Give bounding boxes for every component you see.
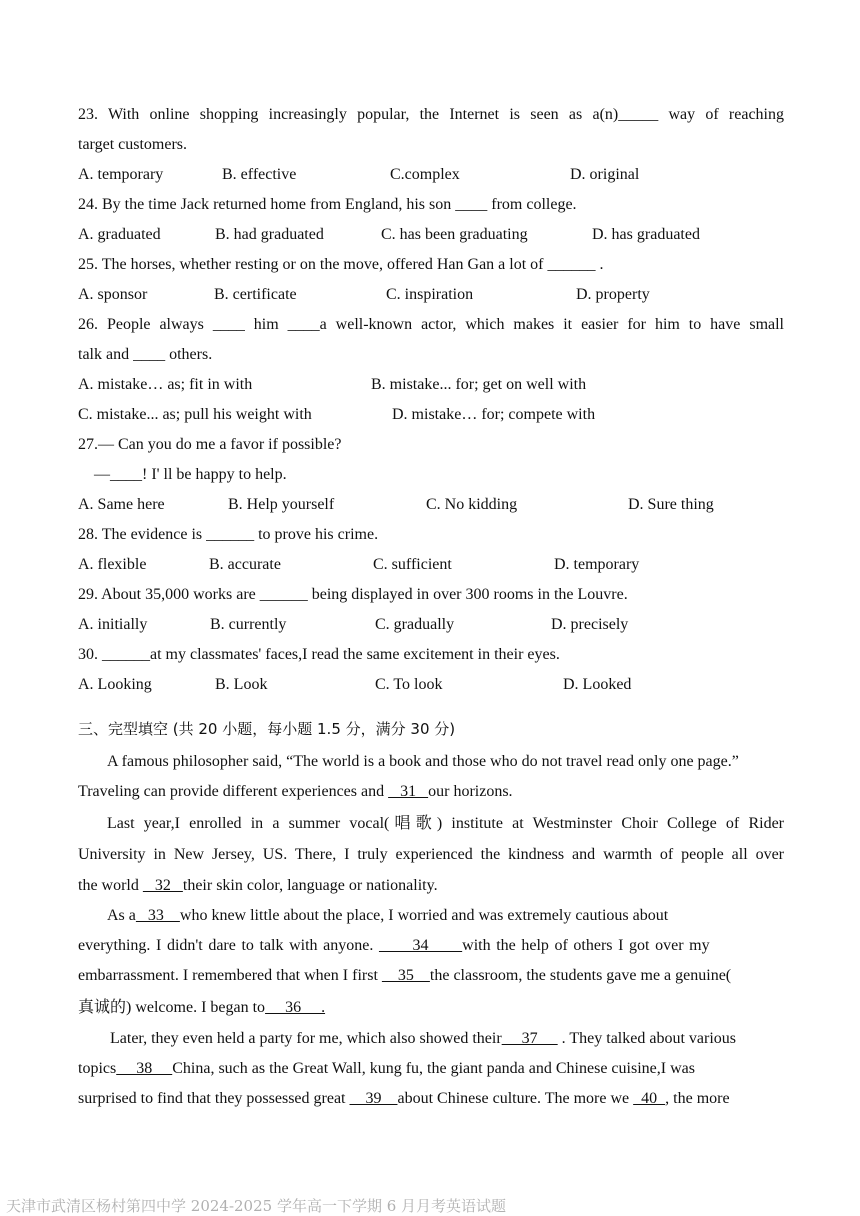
q23-option-d: D. original	[570, 166, 640, 183]
passage-p4-line3	[78, 1089, 784, 1109]
q24-stem: 24. By the time Jack returned home from England, his son ____ from college.	[78, 196, 577, 213]
blank-37: 37	[501, 1030, 558, 1047]
passage-text: topics	[78, 1060, 117, 1077]
q28-option-a: A. flexible	[78, 556, 147, 573]
q26-option-c: C. mistake... as; pull his weight with	[78, 406, 312, 423]
q27-option-d: D. Sure thing	[628, 496, 714, 513]
passage-p3-line3	[78, 966, 784, 986]
passage-p3-line1	[107, 906, 784, 926]
passage-text: . They talked about various	[557, 1030, 736, 1047]
passage-text: embarrassment. I remembered that when I first	[78, 967, 382, 984]
q29-option-b: B. currently	[210, 616, 287, 633]
q30-stem: 30. ______at my classmates' faces,I read the same excitement in their eyes.	[78, 646, 560, 663]
q28-stem: 28. The evidence is ______ to prove his crime.	[78, 526, 379, 543]
q25-option-c: C. inspiration	[386, 286, 474, 303]
q29-option-c: C. gradually	[375, 616, 455, 633]
passage-text: about Chinese culture. The more we	[397, 1090, 634, 1107]
q23-stem-cont: target customers.	[78, 136, 188, 153]
passage-p2-line2: University in New Jersey, US. There, I truly experienced the kindness and warmth of people all over	[78, 846, 784, 863]
blank-35: 35	[381, 967, 430, 984]
q23-option-c: C.complex	[390, 166, 460, 183]
blank-33: 33	[135, 907, 180, 924]
passage-p1-line1: A famous philosopher said, “The world is a book and those who do not travel read only one page.”	[107, 753, 739, 770]
passage-p1-line2	[78, 782, 784, 802]
q23-option-b: B. effective	[222, 166, 297, 183]
blank-34: 34	[378, 937, 463, 954]
q27-option-b: B. Help yourself	[228, 496, 335, 513]
passage-text: surprised to find that they possessed great	[78, 1090, 350, 1107]
q25-option-d: D. property	[576, 286, 650, 303]
q27-option-a: A. Same here	[78, 496, 165, 513]
q24-option-a: A. graduated	[78, 226, 161, 243]
passage-text: everything. I didn't dare to talk with anyone.	[78, 937, 379, 954]
passage-text: their skin color, language or nationality.	[182, 877, 438, 894]
passage-text: with the help of others I got over my	[462, 937, 710, 954]
blank-36: 36 .	[265, 999, 326, 1016]
q27-option-c: C. No kidding	[426, 496, 518, 513]
passage-text: , the more	[665, 1090, 730, 1107]
passage-text: our horizons.	[428, 783, 513, 800]
q28-option-d: D. temporary	[554, 556, 640, 573]
blank-40: 40	[633, 1090, 666, 1107]
q26-option-b: B. mistake... for; get on well with	[371, 376, 587, 393]
blank-38: 38	[116, 1060, 173, 1077]
passage-text: China, such as the Great Wall, kung fu, the giant panda and Chinese cuisine,I was	[172, 1060, 695, 1077]
q24-option-d: D. has graduated	[592, 226, 700, 243]
passage-text: Traveling can provide different experiences and	[78, 783, 389, 800]
q28-option-c: C. sufficient	[373, 556, 452, 573]
q30-option-c: C. To look	[375, 676, 443, 693]
passage-text: the world	[78, 877, 143, 894]
passage-text: who knew little about the place, I worried and was extremely cautious about	[179, 907, 669, 924]
blank-39: 39	[349, 1090, 398, 1107]
passage-p2-line1: Last year,I enrolled in a summer vocal(唱歌) institute at Westminster Choir College of Rider	[107, 815, 784, 832]
passage-text: the classroom, the students gave me a genuine(	[429, 967, 732, 984]
q24-option-b: B. had graduated	[215, 226, 324, 243]
blank-31: 31	[388, 783, 429, 800]
q30-option-d: D. Looked	[563, 676, 632, 693]
section-heading-cloze: 三、完型填空 (共 20 小题，每小题 1.5 分，满分 30 分)	[78, 720, 456, 738]
blank-32: 32	[142, 877, 183, 894]
footer-source-title: 天津市武清区杨村第四中学 2024-2025 学年高一下学期 6 月月考英语试题	[6, 1197, 507, 1215]
q27-stem-cont: —____! I' ll be happy to help.	[94, 466, 287, 483]
q23-stem: 23. With online shopping increasingly popular, the Internet is seen as a(n)_____ way of reaching	[78, 106, 784, 123]
q25-stem: 25. The horses, whether resting or on the move, offered Han Gan a lot of ______ .	[78, 256, 604, 273]
passage-p4-line1	[110, 1029, 784, 1049]
q24-option-c: C. has been graduating	[381, 226, 528, 243]
q26-option-d: D. mistake… for; compete with	[392, 406, 596, 423]
q30-option-b: B. Look	[215, 676, 268, 693]
passage-text: 真诚的) welcome. I began to	[78, 999, 266, 1016]
q23-option-a: A. temporary	[78, 166, 164, 183]
passage-p4-line2	[78, 1059, 784, 1079]
passage-p3-line4	[78, 998, 784, 1018]
q25-option-b: B. certificate	[214, 286, 297, 303]
q29-option-a: A. initially	[78, 616, 148, 633]
q25-option-a: A. sponsor	[78, 286, 148, 303]
passage-p3-line2	[78, 936, 784, 956]
q26-stem-cont: talk and ____ others.	[78, 346, 213, 363]
q27-stem: 27.— Can you do me a favor if possible?	[78, 436, 342, 453]
q30-option-a: A. Looking	[78, 676, 152, 693]
q26-option-a: A. mistake… as; fit in with	[78, 376, 253, 393]
passage-text: As a	[107, 907, 136, 924]
q29-option-d: D. precisely	[551, 616, 629, 633]
q29-stem: 29. About 35,000 works are ______ being displayed in over 300 rooms in the Louvre.	[78, 586, 628, 603]
passage-p2-line3	[78, 876, 784, 896]
q26-stem: 26. People always ____ him ____a well-known actor, which makes it easier for him to have small	[78, 316, 784, 333]
q28-option-b: B. accurate	[209, 556, 281, 573]
passage-text: Later, they even held a party for me, which also showed their	[110, 1030, 502, 1047]
